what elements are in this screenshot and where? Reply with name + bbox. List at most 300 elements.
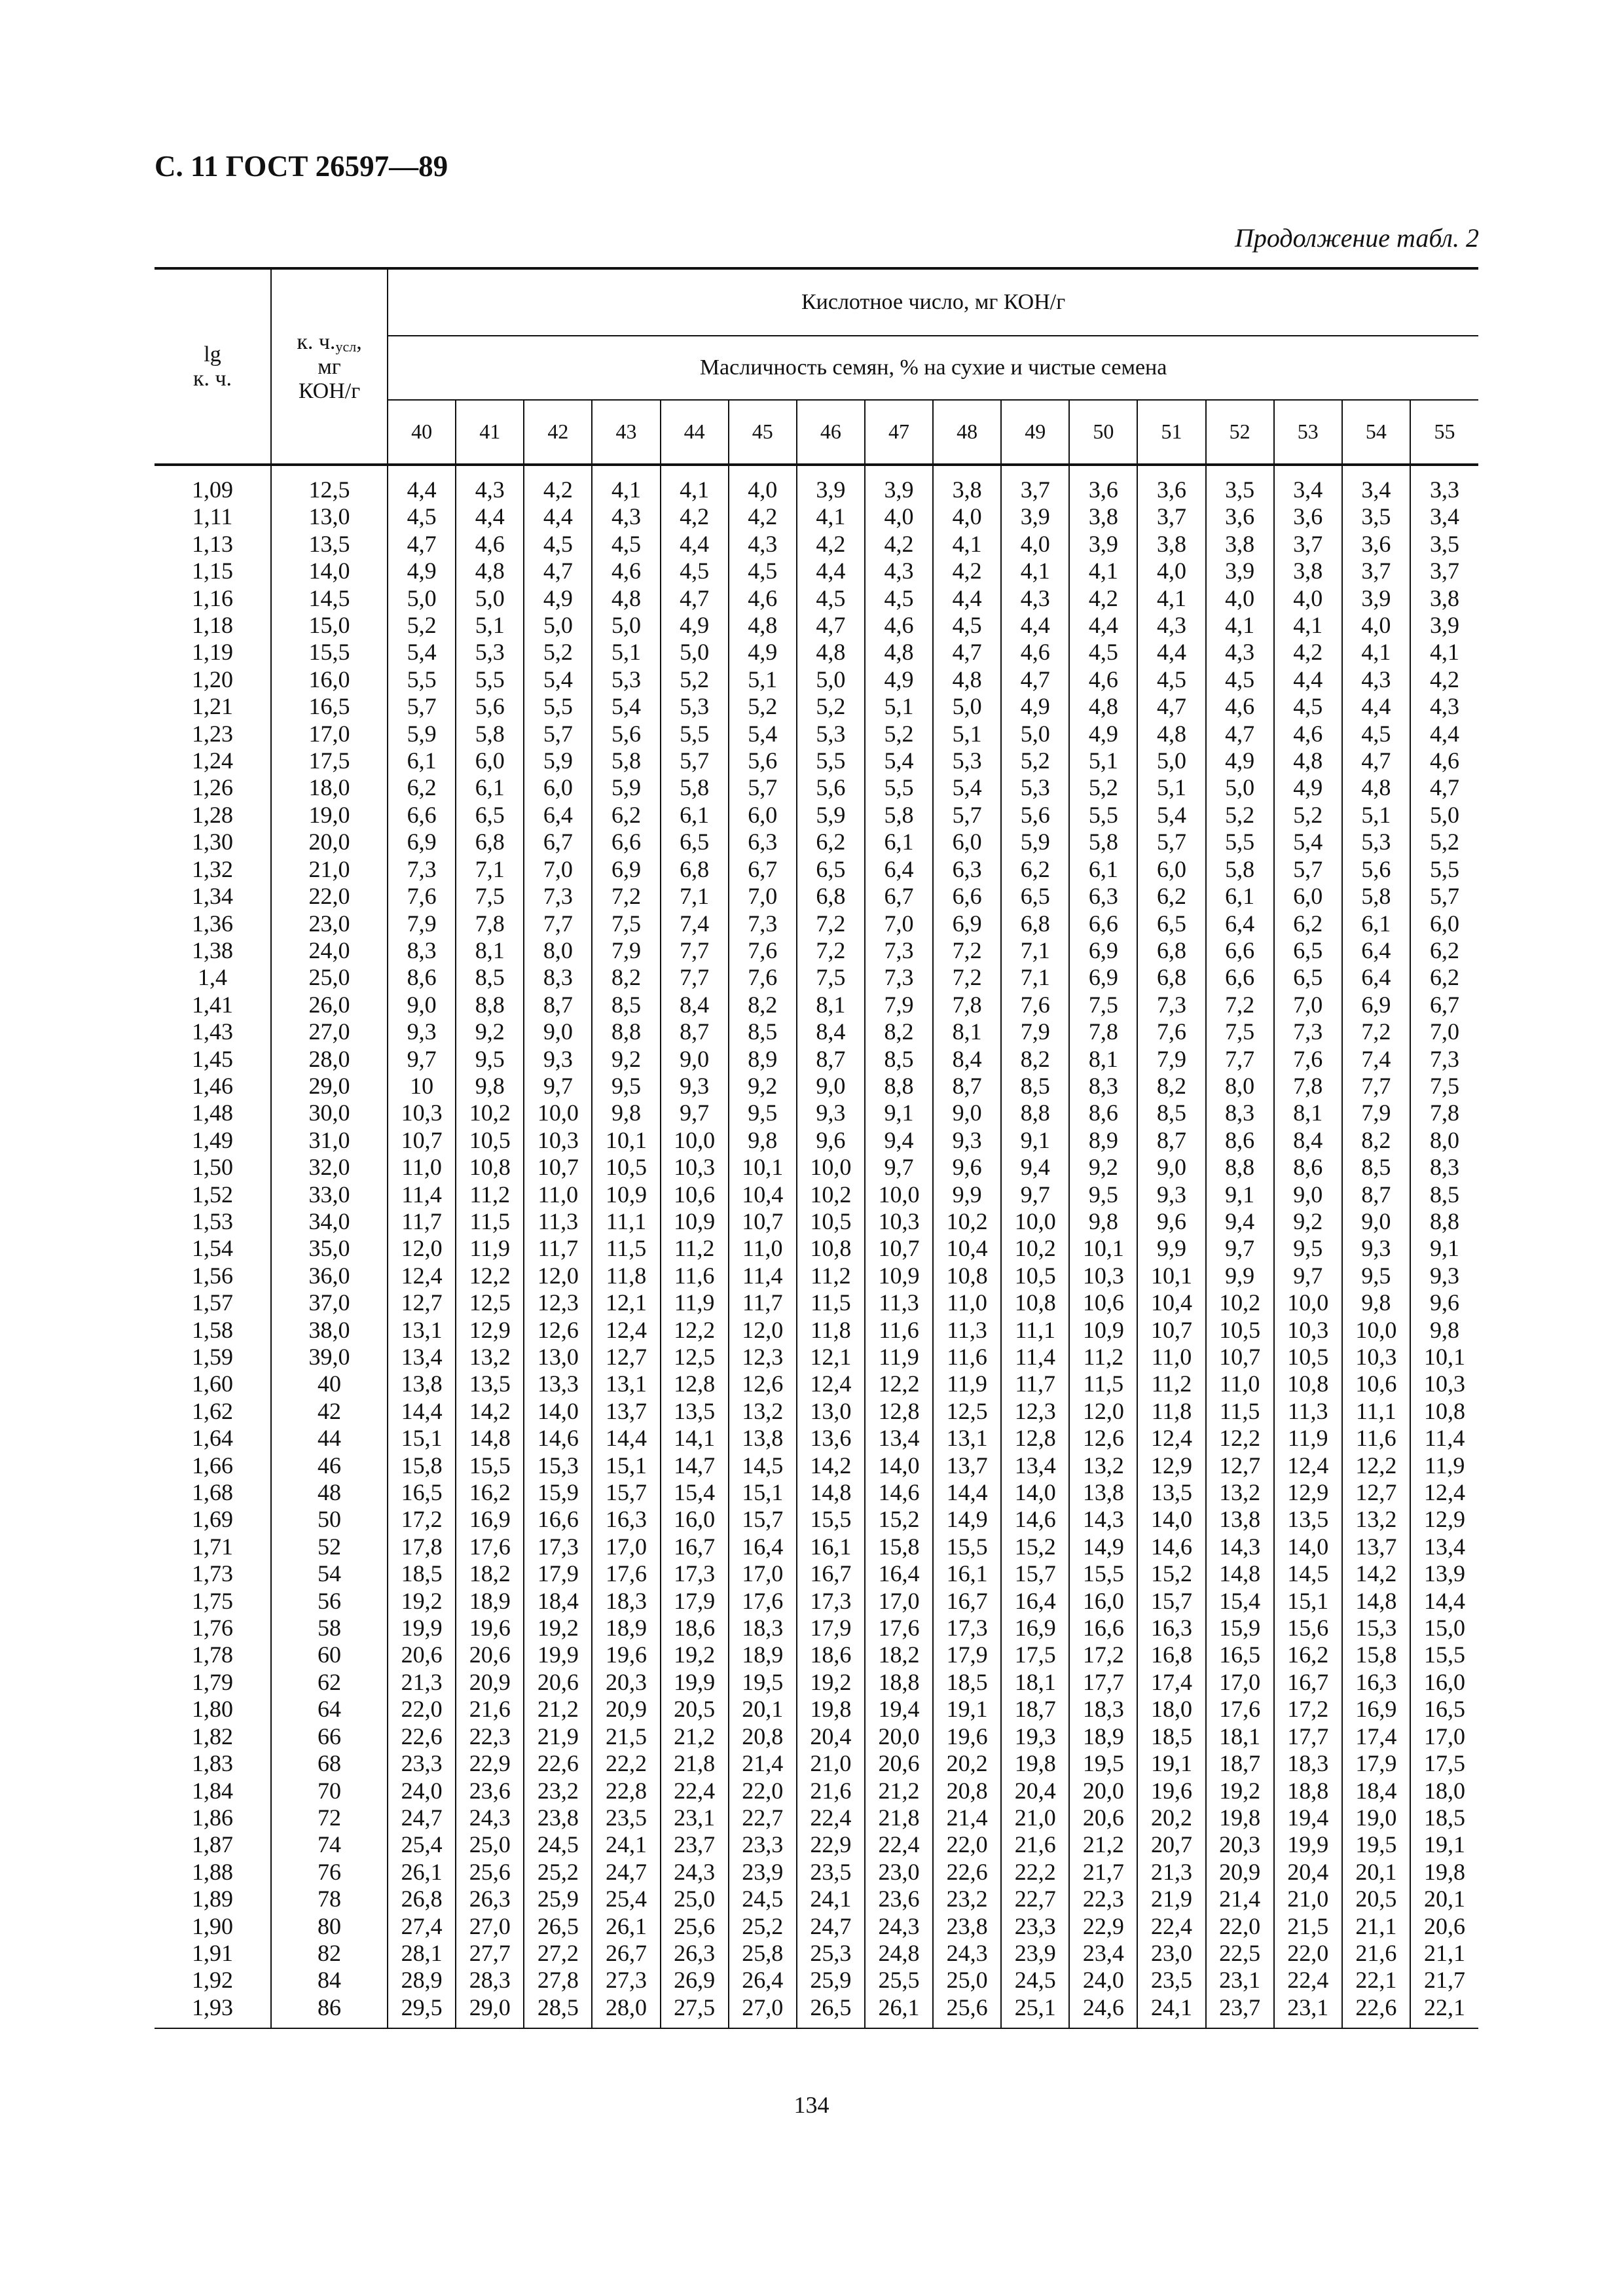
- acid-value-cell: 9,9: [1137, 1235, 1205, 1262]
- acid-value-cell: 8,3: [1410, 1154, 1478, 1181]
- acid-value-cell: 5,3: [456, 639, 524, 666]
- acid-value-cell: 10,8: [1410, 1398, 1478, 1425]
- acid-value-cell: 9,1: [865, 1100, 933, 1126]
- acid-value-cell: 5,7: [1137, 829, 1205, 855]
- acid-value-cell: 14,9: [1069, 1534, 1137, 1560]
- acid-value-cell: 17,0: [1410, 1723, 1478, 1750]
- conditional-acid-cell: 60: [271, 1641, 388, 1668]
- acid-value-cell: 7,9: [865, 992, 933, 1018]
- acid-value-cell: 20,1: [729, 1696, 797, 1723]
- lg-cell: 1,78: [192, 1641, 233, 1668]
- acid-value-cell: 8,1: [1274, 1100, 1342, 1126]
- acid-value-cell: 17,3: [524, 1534, 592, 1560]
- acid-value-cell: 27,0: [456, 1913, 524, 1940]
- conditional-acid-cell: 20,0: [271, 829, 388, 855]
- acid-value-cell: 25,9: [797, 1967, 865, 1994]
- acid-value-cell: 3,8: [1206, 531, 1274, 558]
- acid-value-cell: 6,6: [592, 829, 660, 855]
- lg-cell: 1,49: [192, 1126, 233, 1153]
- acid-value-cell: 4,1: [797, 503, 865, 530]
- acid-value-cell: 10,7: [388, 1127, 456, 1154]
- acid-value-cell: 8,6: [1069, 1100, 1137, 1126]
- acid-value-cell: 16,7: [933, 1588, 1001, 1615]
- acid-value-cell: 6,0: [729, 802, 797, 829]
- acid-value-cell: 12,2: [1206, 1425, 1274, 1452]
- acid-value-cell: 7,3: [729, 910, 797, 937]
- acid-value-cell: 10,0: [524, 1100, 592, 1126]
- acid-value-cell: 24,6: [1069, 1994, 1137, 2028]
- lg-cell: 1,26: [192, 774, 233, 801]
- conditional-acid-cell: 48: [271, 1479, 388, 1506]
- acid-value-cell: 22,6: [388, 1723, 456, 1750]
- acid-value-cell: 6,0: [456, 747, 524, 774]
- acid-value-cell: 15,2: [1137, 1560, 1205, 1587]
- kch-header-sub: усл: [335, 338, 357, 355]
- conditional-acid-cell: 29,0: [271, 1073, 388, 1100]
- acid-value-cell: 14,4: [388, 1398, 456, 1425]
- lg-cell: 1,64: [192, 1425, 233, 1452]
- acid-value-cell: 5,0: [797, 666, 865, 693]
- acid-value-cell: 14,2: [1342, 1560, 1410, 1587]
- acid-value-cell: 17,9: [1342, 1750, 1410, 1777]
- conditional-acid-cell: 74: [271, 1831, 388, 1858]
- acid-value-cell: 17,9: [797, 1615, 865, 1641]
- acid-value-cell: 6,0: [1410, 910, 1478, 937]
- acid-value-cell: 23,0: [865, 1859, 933, 1886]
- conditional-acid-cell: 16,5: [271, 693, 388, 720]
- acid-value-cell: 4,4: [1001, 612, 1069, 639]
- acid-value-cell: 13,1: [388, 1317, 456, 1344]
- table-row: [155, 1398, 1478, 1425]
- acid-value-cell: 5,3: [592, 666, 660, 693]
- acid-value-cell: 19,1: [933, 1696, 1001, 1723]
- acid-value-cell: 18,5: [1137, 1723, 1205, 1750]
- acid-value-cell: 17,0: [865, 1588, 933, 1615]
- table-row: [155, 1100, 1478, 1126]
- table-row: [155, 774, 1478, 801]
- acid-value-cell: 21,1: [1342, 1913, 1410, 1940]
- acid-value-cell: 7,0: [1274, 992, 1342, 1018]
- acid-value-cell: 4,8: [456, 558, 524, 584]
- acid-value-cell: 27,8: [524, 1967, 592, 1994]
- acid-value-cell: 8,8: [1410, 1208, 1478, 1235]
- acid-value-cell: 3,4: [1410, 503, 1478, 530]
- acid-value-cell: 6,8: [1001, 910, 1069, 937]
- lg-cell: 1,87: [192, 1831, 233, 1858]
- acid-value-cell: 22,9: [456, 1750, 524, 1777]
- acid-value-cell: 6,8: [797, 883, 865, 910]
- acid-value-cell: 19,1: [1410, 1831, 1478, 1858]
- acid-value-cell: 8,5: [1342, 1154, 1410, 1181]
- lg-cell: 1,16: [192, 584, 233, 611]
- acid-value-cell: 20,4: [797, 1723, 865, 1750]
- conditional-acid-cell: 16,0: [271, 666, 388, 693]
- acid-value-cell: 4,7: [1342, 747, 1410, 774]
- lg-cell: 1,13: [192, 530, 233, 557]
- acid-value-cell: 6,2: [797, 829, 865, 855]
- acid-value-cell: 7,0: [729, 883, 797, 910]
- conditional-acid-cell: 68: [271, 1750, 388, 1777]
- acid-value-cell: 8,5: [1001, 1073, 1069, 1100]
- table-row: [155, 937, 1478, 964]
- acid-value-cell: 4,8: [592, 585, 660, 612]
- table-row: [155, 1750, 1478, 1777]
- acid-value-cell: 23,8: [524, 1804, 592, 1831]
- acid-value-cell: 20,6: [456, 1641, 524, 1668]
- acid-value-cell: 7,6: [1137, 1018, 1205, 1045]
- acid-value-cell: 5,7: [1274, 856, 1342, 883]
- acid-value-cell: 18,3: [592, 1588, 660, 1615]
- conditional-acid-cell: 13,0: [271, 503, 388, 530]
- acid-value-cell: 12,9: [1410, 1506, 1478, 1533]
- acid-value-cell: 23,6: [865, 1886, 933, 1912]
- acid-value-cell: 10,3: [865, 1208, 933, 1235]
- acid-value-cell: 7,3: [1410, 1046, 1478, 1073]
- acid-value-cell: 19,2: [661, 1641, 729, 1668]
- acid-value-cell: 5,6: [1342, 856, 1410, 883]
- acid-value-cell: 21,5: [1274, 1913, 1342, 1940]
- acid-value-cell: 13,2: [729, 1398, 797, 1425]
- acid-value-cell: 6,9: [1342, 992, 1410, 1018]
- acid-value-cell: 21,6: [1001, 1831, 1069, 1858]
- lg-cell: 1,82: [192, 1723, 233, 1749]
- acid-value-cell: 10,4: [933, 1235, 1001, 1262]
- acid-value-cell: 9,3: [1342, 1235, 1410, 1262]
- acid-value-cell: 24,3: [456, 1804, 524, 1831]
- conditional-acid-cell: 30,0: [271, 1100, 388, 1126]
- acid-value-cell: 24,0: [388, 1778, 456, 1804]
- acid-value-cell: 4,4: [797, 558, 865, 584]
- oil-column-header: 53: [1274, 400, 1342, 465]
- conditional-acid-cell: 35,0: [271, 1235, 388, 1262]
- acid-value-cell: 10,7: [1137, 1317, 1205, 1344]
- acid-value-cell: 4,5: [933, 612, 1001, 639]
- acid-value-cell: 24,8: [865, 1940, 933, 1967]
- acid-value-cell: 6,1: [1069, 856, 1137, 883]
- acid-value-cell: 23,8: [933, 1913, 1001, 1940]
- lg-header-line2: к. ч.: [192, 367, 232, 391]
- acid-value-cell: 9,9: [1206, 1263, 1274, 1289]
- lg-cell: 1,71: [192, 1533, 233, 1560]
- acid-value-cell: 5,0: [933, 693, 1001, 720]
- acid-value-cell: 15,1: [729, 1479, 797, 1506]
- conditional-acid-cell: 86: [271, 1994, 388, 2028]
- acid-value-cell: 7,2: [1342, 1018, 1410, 1045]
- acid-value-cell: 7,9: [592, 937, 660, 964]
- acid-value-cell: 18,9: [592, 1615, 660, 1641]
- acid-value-cell: 25,6: [933, 1994, 1001, 2028]
- acid-value-cell: 13,4: [388, 1344, 456, 1371]
- acid-value-cell: 13,7: [592, 1398, 660, 1425]
- table-row: [155, 1181, 1478, 1208]
- conditional-acid-cell: 32,0: [271, 1154, 388, 1181]
- lg-cell: 1,43: [192, 1018, 233, 1045]
- acid-value-cell: 6,1: [1206, 883, 1274, 910]
- acid-value-cell: 21,8: [661, 1750, 729, 1777]
- acid-value-cell: 9,4: [1001, 1154, 1069, 1181]
- acid-value-cell: 21,2: [1069, 1831, 1137, 1858]
- acid-value-cell: 12,7: [388, 1289, 456, 1316]
- acid-value-cell: 26,1: [865, 1994, 933, 2028]
- acid-value-cell: 21,0: [797, 1750, 865, 1777]
- oil-column-header: 40: [388, 400, 456, 465]
- acid-value-cell: 3,8: [1069, 503, 1137, 530]
- conditional-acid-cell: 42: [271, 1398, 388, 1425]
- acid-value-cell: 11,5: [456, 1208, 524, 1235]
- lg-cell: 1,62: [192, 1397, 233, 1424]
- acid-value-cell: 17,6: [1206, 1696, 1274, 1723]
- acid-value-cell: 4,6: [1001, 639, 1069, 666]
- conditional-acid-cell: 19,0: [271, 802, 388, 829]
- acid-value-cell: 9,2: [729, 1073, 797, 1100]
- acid-value-cell: 22,1: [1342, 1967, 1410, 1994]
- acid-value-cell: 12,2: [661, 1317, 729, 1344]
- acid-value-cell: 3,3: [1410, 465, 1478, 503]
- table-row: [155, 1506, 1478, 1533]
- acid-value-cell: 28,9: [388, 1967, 456, 1994]
- conditional-acid-cell: 76: [271, 1859, 388, 1886]
- acid-value-cell: 9,3: [797, 1100, 865, 1126]
- acid-value-cell: 17,2: [1274, 1696, 1342, 1723]
- acid-value-cell: 17,6: [865, 1615, 933, 1641]
- acid-value-cell: 14,8: [797, 1479, 865, 1506]
- acid-value-cell: 18,9: [456, 1588, 524, 1615]
- table-row: [155, 1371, 1478, 1397]
- acid-value-cell: 27,2: [524, 1940, 592, 1967]
- acid-value-cell: 8,7: [933, 1073, 1001, 1100]
- acid-value-cell: 4,8: [1342, 774, 1410, 801]
- acid-value-cell: 26,5: [797, 1994, 865, 2028]
- acid-value-cell: 10,6: [1342, 1371, 1410, 1397]
- acid-value-cell: 15,3: [1342, 1615, 1410, 1641]
- acid-value-cell: 19,9: [661, 1669, 729, 1696]
- acid-value-cell: 5,1: [729, 666, 797, 693]
- acid-value-cell: 19,3: [1001, 1723, 1069, 1750]
- acid-value-cell: 8,2: [865, 1018, 933, 1045]
- acid-value-cell: 9,5: [592, 1073, 660, 1100]
- acid-value-cell: 21,4: [933, 1804, 1001, 1831]
- acid-value-cell: 3,8: [933, 465, 1001, 503]
- acid-value-cell: 18,3: [1069, 1696, 1137, 1723]
- acid-value-cell: 12,2: [456, 1263, 524, 1289]
- acid-value-cell: 9,0: [1342, 1208, 1410, 1235]
- acid-value-cell: 5,0: [1206, 774, 1274, 801]
- acid-value-cell: 8,2: [1342, 1127, 1410, 1154]
- acid-value-cell: 8,5: [1137, 1100, 1205, 1126]
- acid-value-cell: 4,7: [797, 612, 865, 639]
- acid-value-cell: 19,5: [1342, 1831, 1410, 1858]
- acid-value-cell: 4,0: [1206, 585, 1274, 612]
- acid-value-cell: 4,6: [1206, 693, 1274, 720]
- acid-value-cell: 6,6: [1206, 964, 1274, 991]
- acid-value-cell: 11,9: [456, 1235, 524, 1262]
- acid-value-cell: 6,6: [933, 883, 1001, 910]
- acid-value-cell: 16,1: [797, 1534, 865, 1560]
- page-header: С. 11 ГОСТ 26597—89: [155, 150, 448, 183]
- acid-value-cell: 12,6: [729, 1371, 797, 1397]
- acid-value-cell: 4,1: [933, 531, 1001, 558]
- acid-value-cell: 15,5: [797, 1506, 865, 1533]
- acid-value-cell: 12,9: [1274, 1479, 1342, 1506]
- acid-value-cell: 11,9: [1410, 1452, 1478, 1479]
- acid-value-cell: 25,9: [524, 1886, 592, 1912]
- acid-value-cell: 7,2: [592, 883, 660, 910]
- acid-value-cell: 7,9: [388, 910, 456, 937]
- acid-value-cell: 11,1: [1001, 1317, 1069, 1344]
- acid-value-cell: 5,4: [865, 747, 933, 774]
- acid-value-cell: 6,9: [933, 910, 1001, 937]
- acid-value-cell: 12,5: [661, 1344, 729, 1371]
- acid-value-cell: 13,5: [1274, 1506, 1342, 1533]
- acid-value-cell: 4,1: [1274, 612, 1342, 639]
- acid-value-cell: 8,3: [524, 964, 592, 991]
- acid-value-cell: 7,5: [797, 964, 865, 991]
- acid-value-cell: 6,7: [729, 856, 797, 883]
- acid-value-cell: 10,0: [865, 1181, 933, 1208]
- acid-value-cell: 3,7: [1342, 558, 1410, 584]
- conditional-acid-cell: 39,0: [271, 1344, 388, 1371]
- acid-value-cell: 4,6: [865, 612, 933, 639]
- acid-value-cell: 27,5: [661, 1994, 729, 2028]
- acid-value-cell: 11,3: [1274, 1398, 1342, 1425]
- acid-value-cell: 21,4: [729, 1750, 797, 1777]
- acid-value-cell: 4,3: [729, 531, 797, 558]
- acid-value-cell: 25,4: [388, 1831, 456, 1858]
- acid-value-cell: 5,2: [661, 666, 729, 693]
- acid-value-cell: 4,9: [1206, 747, 1274, 774]
- lg-cell: 1,36: [192, 910, 233, 937]
- acid-value-cell: 4,1: [1206, 612, 1274, 639]
- acid-value-cell: 9,1: [1206, 1181, 1274, 1208]
- acid-value-cell: 6,3: [933, 856, 1001, 883]
- acid-value-cell: 15,1: [592, 1452, 660, 1479]
- acid-value-cell: 6,0: [1274, 883, 1342, 910]
- acid-value-cell: 11,5: [797, 1289, 865, 1316]
- acid-value-cell: 4,7: [933, 639, 1001, 666]
- acid-number-header: Кислотное число, мг КОН/г: [388, 268, 1478, 336]
- acid-value-cell: 10,5: [456, 1127, 524, 1154]
- acid-value-cell: 11,8: [1137, 1398, 1205, 1425]
- acid-value-cell: 8,5: [592, 992, 660, 1018]
- acid-value-cell: 9,7: [524, 1073, 592, 1100]
- acid-value-cell: 7,2: [1206, 992, 1274, 1018]
- acid-value-cell: 11,2: [1137, 1371, 1205, 1397]
- acid-value-cell: 25,0: [456, 1831, 524, 1858]
- acid-value-cell: 25,2: [524, 1859, 592, 1886]
- table-row: [155, 1588, 1478, 1615]
- acid-value-cell: 5,0: [1001, 721, 1069, 747]
- acid-value-cell: 23,3: [729, 1831, 797, 1858]
- acid-value-cell: 9,3: [1137, 1181, 1205, 1208]
- conditional-acid-cell: 28,0: [271, 1046, 388, 1073]
- acid-value-cell: 23,9: [729, 1859, 797, 1886]
- acid-value-cell: 23,2: [524, 1778, 592, 1804]
- acid-value-cell: 4,5: [661, 558, 729, 584]
- acid-value-cell: 20,8: [933, 1778, 1001, 1804]
- acid-value-cell: 6,9: [388, 829, 456, 855]
- acid-value-cell: 20,5: [661, 1696, 729, 1723]
- acid-value-cell: 6,3: [729, 829, 797, 855]
- table-row: [155, 1804, 1478, 1831]
- acid-value-cell: 5,4: [388, 639, 456, 666]
- table-row: [155, 856, 1478, 883]
- acid-value-cell: 3,9: [865, 465, 933, 503]
- acid-value-cell: 20,7: [1137, 1831, 1205, 1858]
- acid-value-cell: 4,6: [1274, 721, 1342, 747]
- lg-header-line1: lg: [204, 342, 221, 367]
- acid-value-cell: 7,5: [1206, 1018, 1274, 1045]
- acid-value-cell: 3,4: [1274, 465, 1342, 503]
- acid-value-cell: 10,0: [1274, 1289, 1342, 1316]
- acid-value-cell: 5,1: [592, 639, 660, 666]
- acid-value-cell: 9,6: [797, 1127, 865, 1154]
- acid-value-cell: 16,1: [933, 1560, 1001, 1587]
- acid-value-cell: 6,5: [661, 829, 729, 855]
- acid-value-cell: 24,5: [1001, 1967, 1069, 1994]
- acid-value-cell: 10,9: [592, 1181, 660, 1208]
- acid-value-cell: 8,6: [1206, 1127, 1274, 1154]
- acid-value-cell: 10,7: [524, 1154, 592, 1181]
- acid-value-cell: 19,6: [592, 1641, 660, 1668]
- acid-value-cell: 8,4: [661, 992, 729, 1018]
- conditional-acid-cell: 21,0: [271, 856, 388, 883]
- acid-value-cell: 11,9: [661, 1289, 729, 1316]
- acid-value-cell: 15,1: [1274, 1588, 1342, 1615]
- acid-value-cell: 4,7: [1001, 666, 1069, 693]
- acid-value-cell: 4,2: [661, 503, 729, 530]
- acid-value-cell: 10,5: [1001, 1263, 1069, 1289]
- acid-value-cell: 13,4: [1001, 1452, 1069, 1479]
- acid-value-cell: 13,8: [1069, 1479, 1137, 1506]
- conditional-acid-cell: 40: [271, 1371, 388, 1397]
- acid-value-cell: 13,9: [1410, 1560, 1478, 1587]
- acid-value-cell: 23,3: [1001, 1913, 1069, 1940]
- acid-value-cell: 11,4: [729, 1263, 797, 1289]
- table-row: [155, 1696, 1478, 1723]
- acid-value-cell: 7,3: [1274, 1018, 1342, 1045]
- acid-value-cell: 12,4: [388, 1263, 456, 1289]
- acid-value-cell: 9,7: [1274, 1263, 1342, 1289]
- acid-value-cell: 12,4: [592, 1317, 660, 1344]
- acid-value-cell: 8,2: [1001, 1046, 1069, 1073]
- acid-value-cell: 21,5: [592, 1723, 660, 1750]
- acid-value-cell: 24,5: [524, 1831, 592, 1858]
- acid-value-cell: 5,5: [1206, 829, 1274, 855]
- acid-value-cell: 26,1: [388, 1859, 456, 1886]
- acid-value-cell: 6,6: [388, 802, 456, 829]
- acid-value-cell: 16,0: [1069, 1588, 1137, 1615]
- acid-value-cell: 19,8: [797, 1696, 865, 1723]
- acid-value-cell: 5,5: [388, 666, 456, 693]
- lg-cell: 1,20: [192, 666, 233, 692]
- acid-value-cell: 3,7: [1001, 465, 1069, 503]
- acid-value-cell: 7,3: [865, 964, 933, 991]
- acid-value-cell: 16,4: [865, 1560, 933, 1587]
- acid-value-cell: 18,4: [1342, 1778, 1410, 1804]
- acid-value-cell: 10,0: [661, 1127, 729, 1154]
- acid-value-cell: 6,4: [1342, 964, 1410, 991]
- acid-value-cell: 10,1: [729, 1154, 797, 1181]
- acid-value-cell: 8,1: [456, 937, 524, 964]
- table-row: [155, 1723, 1478, 1750]
- table-row: [155, 1154, 1478, 1181]
- acid-value-cell: 8,7: [524, 992, 592, 1018]
- acid-value-cell: 6,3: [1069, 883, 1137, 910]
- acid-value-cell: 16,7: [661, 1534, 729, 1560]
- acid-value-cell: 13,0: [797, 1398, 865, 1425]
- acid-value-cell: 7,5: [1069, 992, 1137, 1018]
- conditional-acid-cell: 62: [271, 1669, 388, 1696]
